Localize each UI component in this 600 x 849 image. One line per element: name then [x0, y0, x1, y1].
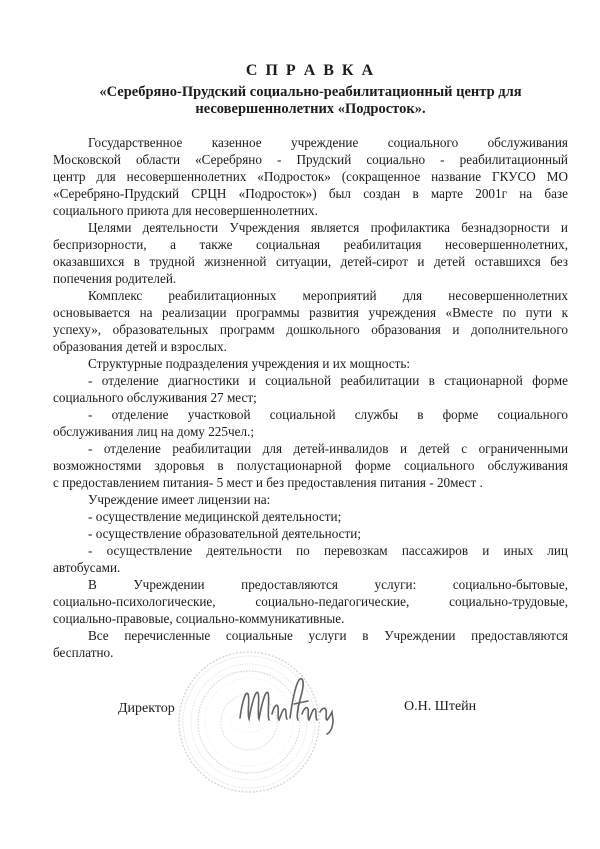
body-line: - отделение участковой социальной службы в форме социального [88, 407, 568, 422]
body-line: - отделение реабилитации для детей-инвалидов и детей с ограниченными [88, 441, 568, 456]
body-line: попечения родителей. [53, 271, 177, 286]
body-line: Московской области «Серебряно - Прудский социально - реабилитационный [53, 152, 568, 167]
body-line: социально-правовые, социально-коммуникативные. [53, 611, 345, 626]
document-subtitle-line2: несовершеннолетних «Подросток». [195, 100, 426, 117]
body-line: образования детей и взрослых. [53, 339, 227, 354]
document-body [53, 134, 568, 661]
body-line: - осуществление деятельности по перевозкам пассажиров и иных лиц [88, 543, 568, 558]
body-line: возможностями здоровья в полустационарной форме социального обслуживания [53, 458, 568, 473]
body-line: социального обслуживания 27 мест; [53, 390, 257, 405]
document-content [53, 62, 568, 661]
body-line: Целями деятельности Учреждения является профилактика безнадзорности и [88, 220, 568, 235]
body-line: Все перечисленные социальные услуги в Учреждении предоставляются [88, 628, 568, 643]
body-line: - отделение диагностики и социальной реабилитации в стационарной форме [88, 373, 568, 388]
document-subtitle-line1: «Серебряно-Прудский социально-реабилитационный центр для [99, 84, 522, 100]
body-line: беспризорности, а также социальная реабилитация несовершеннолетних, [53, 237, 568, 252]
body-line: Комплекс реабилитационных мероприятий для несовершеннолетних [88, 288, 568, 303]
body-line: В Учреждении предоставляются услуги: социально-бытовые, [88, 577, 568, 592]
body-line: с предоставлением питания- 5 мест и без предоставления питания - 20мест . [53, 475, 483, 490]
signature-role-label: Директор [118, 701, 175, 716]
body-line: Учреждение имеет лицензии на: [88, 492, 271, 507]
director-signature [236, 674, 344, 736]
body-line: обслуживания лиц на дому 225чел.; [53, 424, 255, 439]
body-line: социального приюта для несовершеннолетних. [53, 203, 318, 218]
body-line: - осуществление образовательной деятельности; [88, 526, 362, 541]
body-line: Структурные подразделения учреждения и их мощность: [88, 356, 411, 371]
body-line: - осуществление медицинской деятельности; [88, 509, 342, 524]
document-title: С П Р А В К А [245, 62, 376, 79]
body-line: «Серебряно-Прудский СРЦН «Подросток») был создан в марте 2001г на базе [53, 186, 568, 201]
body-line: основывается на реализации программы развития учреждения «Вместе по пути к [53, 305, 568, 320]
document-subtitle [53, 84, 568, 117]
body-line: успеху», образовательных программ дошкольного образования и дополнительного [53, 322, 568, 337]
body-line: социально-психологические, социально-педагогические, социально-трудовые, [53, 594, 568, 609]
signature-name-label: О.Н. Штейн [404, 699, 477, 714]
body-line: Государственное казенное учреждение социального обслуживания [88, 135, 568, 150]
body-line: центр для несовершеннолетних «Подросток» (сокращенное название ГКУСО МО [53, 169, 568, 184]
body-line: оказавшихся в трудной жизненной ситуации, детей-сирот и детей оставшихся без [53, 254, 568, 269]
body-line: автобусами. [53, 560, 121, 575]
body-line: бесплатно. [53, 645, 114, 660]
